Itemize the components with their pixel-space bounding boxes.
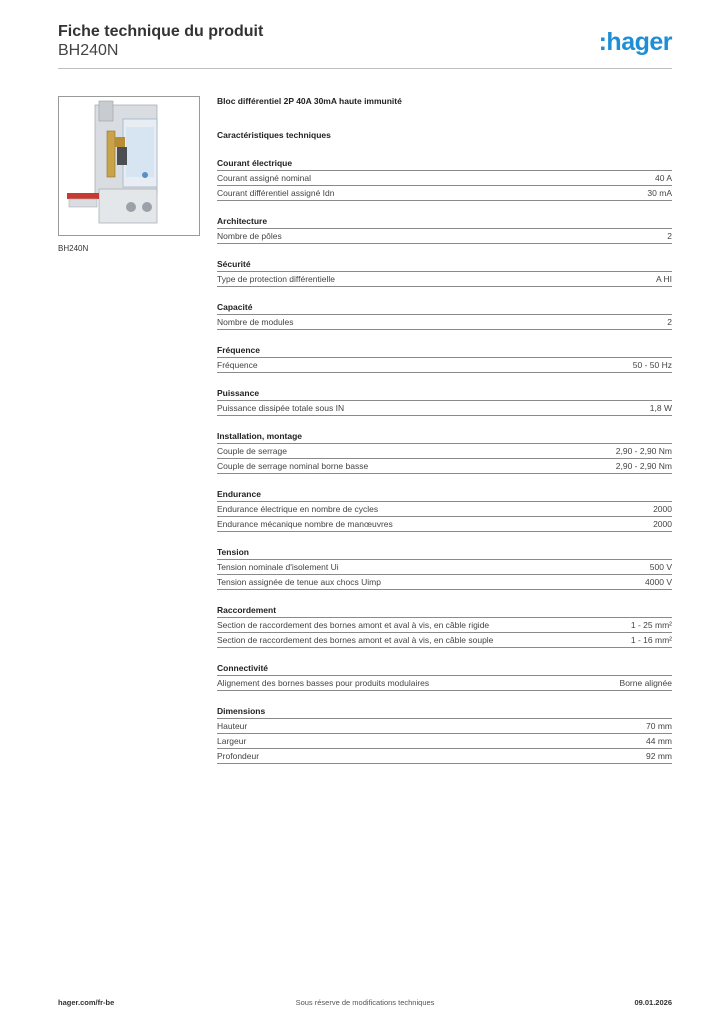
spec-label: Couple de serrage bbox=[217, 446, 287, 456]
section-title: Fréquence bbox=[217, 343, 672, 358]
spec-value: 44 mm bbox=[646, 736, 672, 746]
spec-value: 2 bbox=[667, 317, 672, 327]
section-title: Puissance bbox=[217, 386, 672, 401]
spec-label: Tension assignée de tenue aux chocs Uimp bbox=[217, 577, 381, 587]
spec-row bbox=[217, 517, 672, 532]
spec-value: 70 mm bbox=[646, 721, 672, 731]
spec-row bbox=[217, 459, 672, 474]
spec-value: 1,8 W bbox=[649, 403, 672, 413]
spec-label: Tension nominale d'isolement Ui bbox=[217, 562, 339, 572]
spec-section bbox=[217, 300, 672, 330]
spec-row bbox=[217, 618, 672, 633]
spec-label: Puissance dissipée totale sous IN bbox=[217, 403, 345, 413]
footer-date: 09.01.2026 bbox=[634, 998, 672, 1007]
specifications bbox=[217, 96, 672, 764]
footer-website[interactable]: hager.com/fr-be bbox=[58, 998, 115, 1007]
spec-value: 1 - 25 mm² bbox=[630, 620, 672, 630]
spec-row bbox=[217, 749, 672, 764]
spec-label: Section de raccordement des bornes amont et aval à vis, en câble souple bbox=[217, 635, 494, 645]
spec-row bbox=[217, 719, 672, 734]
spec-value: 2 bbox=[667, 231, 672, 241]
spec-row bbox=[217, 315, 672, 330]
spec-value: 1 - 16 mm² bbox=[630, 635, 672, 645]
spec-section bbox=[217, 386, 672, 416]
spec-section bbox=[217, 545, 672, 590]
page-title: Fiche technique du produit bbox=[58, 23, 264, 40]
spec-value: Borne alignée bbox=[619, 678, 672, 688]
spec-label: Alignement des bornes basses pour produits modulaires bbox=[217, 678, 430, 688]
section-title: Architecture bbox=[217, 214, 672, 229]
spec-row bbox=[217, 633, 672, 648]
spec-section bbox=[217, 429, 672, 474]
hager-logo: :hager bbox=[598, 28, 672, 56]
spec-value: A HI bbox=[655, 274, 672, 284]
spec-section bbox=[217, 156, 672, 201]
spec-sections bbox=[217, 156, 672, 764]
product-name: Bloc différentiel 2P 40A 30mA haute immunité bbox=[217, 96, 402, 106]
spec-row bbox=[217, 272, 672, 287]
spec-row bbox=[217, 401, 672, 416]
spec-section bbox=[217, 257, 672, 287]
footer-notice: Sous réserve de modifications techniques bbox=[295, 998, 435, 1007]
section-title: Sécurité bbox=[217, 257, 672, 272]
spec-section bbox=[217, 214, 672, 244]
spec-row bbox=[217, 186, 672, 201]
spec-section bbox=[217, 661, 672, 691]
header-divider bbox=[58, 68, 672, 69]
spec-value: 4000 V bbox=[645, 577, 672, 587]
spec-value: 2,90 - 2,90 Nm bbox=[615, 461, 672, 471]
spec-label: Courant assigné nominal bbox=[217, 173, 312, 183]
spec-section bbox=[217, 704, 672, 764]
spec-row bbox=[217, 560, 672, 575]
spec-label: Nombre de modules bbox=[217, 317, 294, 327]
spec-row bbox=[217, 734, 672, 749]
spec-value: 2000 bbox=[653, 519, 672, 529]
spec-label: Type de protection différentielle bbox=[217, 274, 335, 284]
product-image bbox=[58, 96, 200, 236]
spec-value: 92 mm bbox=[646, 751, 672, 761]
spec-section bbox=[217, 487, 672, 532]
section-title: Capacité bbox=[217, 300, 672, 315]
section-title: Dimensions bbox=[217, 704, 672, 719]
spec-row bbox=[217, 171, 672, 186]
spec-label: Endurance mécanique nombre de manœuvres bbox=[217, 519, 393, 529]
section-title: Connectivité bbox=[217, 661, 672, 676]
spec-row bbox=[217, 444, 672, 459]
section-title: Raccordement bbox=[217, 603, 672, 618]
section-title: Endurance bbox=[217, 487, 672, 502]
spec-row bbox=[217, 676, 672, 691]
product-illustration bbox=[59, 97, 199, 235]
spec-value: 40 A bbox=[654, 173, 672, 183]
section-title: Installation, montage bbox=[217, 429, 672, 444]
spec-row bbox=[217, 575, 672, 590]
spec-value: 500 V bbox=[649, 562, 672, 572]
spec-label: Endurance électrique en nombre de cycles bbox=[217, 504, 379, 514]
product-reference: BH240N bbox=[58, 42, 119, 59]
section-title: Tension bbox=[217, 545, 672, 560]
spec-label: Courant différentiel assigné Idn bbox=[217, 188, 335, 198]
spec-label: Largeur bbox=[217, 736, 247, 746]
spec-label: Hauteur bbox=[217, 721, 248, 731]
spec-label: Nombre de pôles bbox=[217, 231, 282, 241]
spec-row bbox=[217, 229, 672, 244]
spec-row bbox=[217, 502, 672, 517]
spec-value: 2,90 - 2,90 Nm bbox=[615, 446, 672, 456]
spec-section bbox=[217, 343, 672, 373]
spec-section bbox=[217, 603, 672, 648]
page-header bbox=[58, 22, 672, 60]
spec-label: Section de raccordement des bornes amont et aval à vis, en câble rigide bbox=[217, 620, 490, 630]
section-title: Courant électrique bbox=[217, 156, 672, 171]
spec-value: 50 - 50 Hz bbox=[632, 360, 672, 370]
spec-row bbox=[217, 358, 672, 373]
image-caption: BH240N bbox=[58, 244, 89, 253]
spec-value: 30 mA bbox=[647, 188, 672, 198]
spec-label: Profondeur bbox=[217, 751, 260, 761]
spec-label: Fréquence bbox=[217, 360, 258, 370]
technical-characteristics-title: Caractéristiques techniques bbox=[217, 130, 331, 140]
spec-value: 2000 bbox=[653, 504, 672, 514]
spec-label: Couple de serrage nominal borne basse bbox=[217, 461, 369, 471]
